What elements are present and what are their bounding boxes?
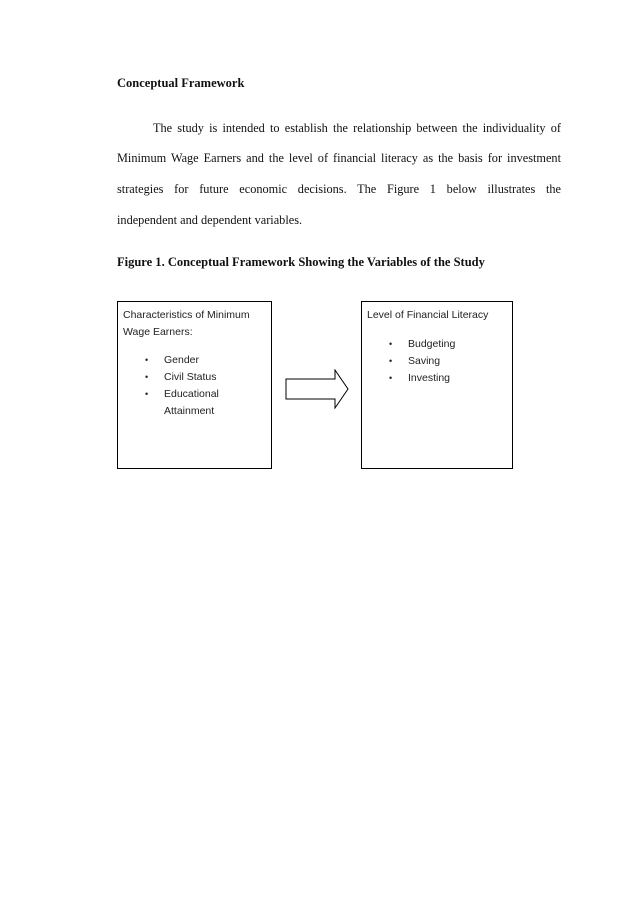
paragraph-line-2: Minimum Wage Earners and the level of financial literacy as the basis for investment xyxy=(117,151,561,165)
figure-label: Figure 1 xyxy=(117,255,162,269)
paragraph-line-1: The study is intended to establish the relationship between the individuality of xyxy=(153,121,561,135)
bullet-icon: • xyxy=(145,372,149,382)
independent-variables-box xyxy=(117,301,272,469)
list-item-label: Educational Attainment xyxy=(164,388,219,417)
list-item xyxy=(144,352,264,369)
list-item xyxy=(388,370,508,387)
list-item xyxy=(388,336,508,353)
bullet-icon: • xyxy=(145,389,149,399)
section-heading: Conceptual Framework xyxy=(117,76,245,90)
independent-box-title: Characteristics of Minimum Wage Earners: xyxy=(123,309,250,338)
figure-caption xyxy=(117,255,485,270)
list-item-label: Saving xyxy=(408,355,441,367)
right-arrow-icon xyxy=(285,369,351,409)
list-item-label: Gender xyxy=(164,354,200,366)
bullet-icon: • xyxy=(145,355,149,365)
list-item-label: Budgeting xyxy=(408,338,456,350)
bullet-icon: • xyxy=(389,339,393,349)
list-item xyxy=(388,353,508,370)
list-item-label: Investing xyxy=(408,372,451,384)
figure-caption-text: . Conceptual Framework Showing the Variables of the Study xyxy=(161,255,485,269)
paragraph-line-3: strategies for future economic decisions. The Figure 1 below illustrates the xyxy=(117,182,561,196)
dependent-variables-list xyxy=(388,336,508,387)
paragraph-line-4: independent and dependent variables. xyxy=(117,213,303,227)
dependent-box-title: Level of Financial Literacy xyxy=(367,309,489,321)
list-item xyxy=(144,386,264,420)
list-item xyxy=(144,369,264,386)
bullet-icon: • xyxy=(389,356,393,366)
bullet-icon: • xyxy=(389,373,393,383)
independent-variables-list xyxy=(144,352,264,420)
list-item-label: Civil Status xyxy=(164,371,217,383)
dependent-variables-box xyxy=(361,301,513,469)
